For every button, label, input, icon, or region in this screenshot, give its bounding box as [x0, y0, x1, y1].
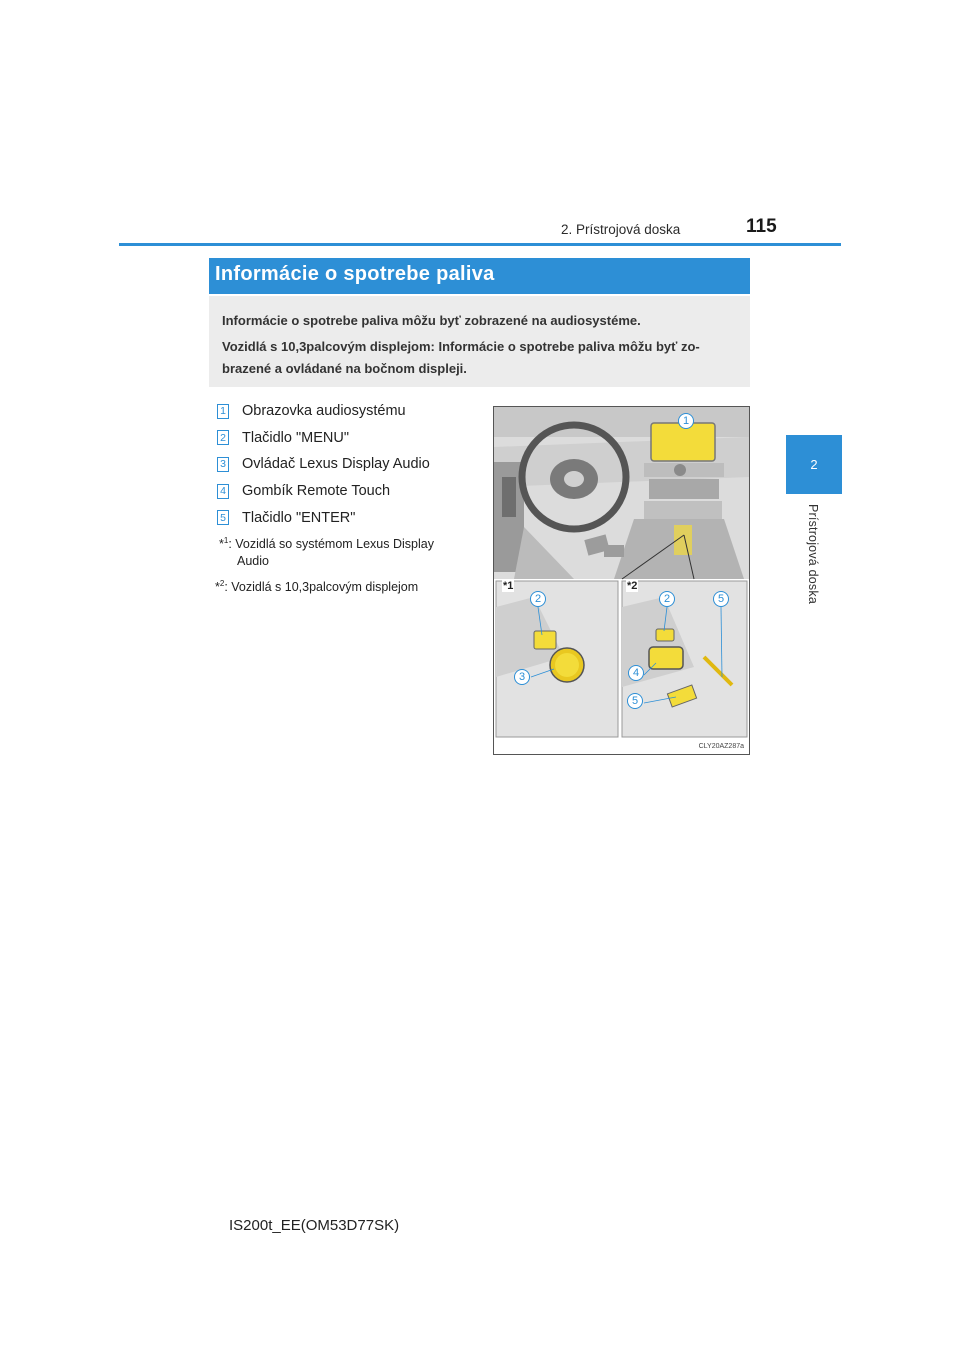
list-item	[217, 398, 487, 425]
intro-paragraph-2-line-2: brazené a ovládané na bočnom displeji.	[222, 361, 467, 376]
callout-1: 1	[678, 413, 694, 429]
item-label: Tlačidlo "ENTER"	[242, 509, 356, 526]
callout-5-b: 5	[627, 693, 643, 709]
footer-model-code: IS200t_EE(OM53D77SK)	[229, 1217, 400, 1234]
footnote-sup: 1	[223, 536, 229, 545]
section-title-bar	[209, 258, 750, 294]
footnote-1	[219, 532, 434, 570]
chapter-title-vertical: Prístrojová doska	[806, 504, 820, 604]
list-item	[217, 451, 487, 478]
inset-mark-1: *1	[503, 580, 514, 592]
item-number-box: 3	[217, 457, 229, 472]
footnote-text: : Vozidlá s 10,3palcovým displejom	[224, 580, 419, 595]
intro-box	[209, 296, 750, 387]
chapter-tab	[786, 435, 842, 494]
intro-paragraph-2-line-1: Vozidlá s 10,3palcovým displejom: Informácie o spotrebe paliva môžu byť zo-	[222, 339, 700, 354]
footnote-2	[215, 575, 418, 596]
callout-5: 5	[713, 591, 729, 607]
figure-code: CLY20AZ287a	[698, 743, 744, 750]
item-number-box: 2	[217, 430, 229, 445]
inset-mark-2: *2	[627, 580, 638, 592]
callout-2-b: 2	[659, 591, 675, 607]
footnote-text: : Vozidlá so systémom Lexus Display	[228, 537, 434, 552]
header-divider	[119, 243, 841, 246]
item-label: Obrazovka audiosystému	[242, 403, 406, 420]
footnote-mark: *	[215, 580, 220, 595]
dashboard-drawing	[494, 407, 749, 754]
footnote-text-cont: Audio	[237, 554, 269, 569]
list-item	[217, 504, 487, 531]
item-label: Tlačidlo "MENU"	[242, 429, 349, 446]
intro-paragraph-1: Informácie o spotrebe paliva môžu byť zobrazené na audiosystéme.	[222, 313, 641, 328]
item-number-box: 1	[217, 404, 229, 419]
item-label: Gombík Remote Touch	[242, 483, 391, 500]
page-number: 115	[746, 216, 777, 237]
footnote-sup: 2	[219, 579, 225, 588]
item-label: Ovládač Lexus Display Audio	[242, 456, 430, 473]
list-item	[217, 478, 487, 505]
component-list	[217, 398, 487, 531]
dashboard-illustration	[493, 406, 750, 755]
chapter-side-label	[786, 498, 842, 618]
item-number-box: 5	[217, 510, 229, 525]
list-item	[217, 425, 487, 452]
footnote-mark: *	[219, 537, 224, 552]
header-section-title: 2. Prístrojová doska	[561, 222, 681, 237]
item-number-box: 4	[217, 484, 229, 499]
callout-3: 3	[514, 669, 530, 685]
callout-4: 4	[628, 665, 644, 681]
callout-2: 2	[530, 591, 546, 607]
section-title: Informácie o spotrebe paliva	[215, 263, 495, 285]
chapter-number: 2	[810, 457, 818, 472]
